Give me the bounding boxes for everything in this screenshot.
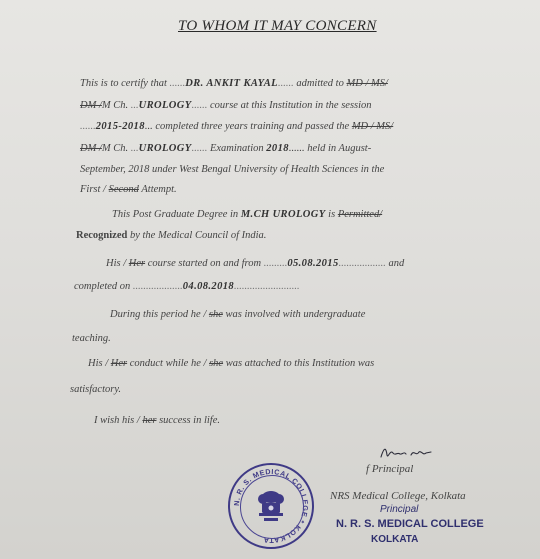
para1-line2: DM /M Ch. ...UROLOGY...... course at this Institution in the session <box>80 100 372 111</box>
national-emblem-icon <box>230 465 312 547</box>
specialty: UROLOGY <box>138 100 192 111</box>
exam-year: 2018 <box>266 143 289 154</box>
signoff-role: f Principal <box>366 463 414 475</box>
para5-line2: satisfactory. <box>70 384 122 395</box>
stamp-city: KOLKATA <box>371 534 419 545</box>
para2-line2: Recognized by the Medical Council of India. <box>76 230 267 241</box>
para1-line5: September, 2018 under West Bengal University of Health Sciences in the <box>80 164 385 175</box>
document-title: TO WHOM IT MAY CONCERN <box>178 18 377 34</box>
start-date: 05.08.2015 <box>287 258 339 269</box>
para4-line1: During this period he / she was involved with undergraduate <box>110 309 366 320</box>
para1-line1: This is to certify that ......DR. ANKIT KAYAL...... admitted to MD / MS/ <box>80 78 388 89</box>
end-date: 04.08.2018 <box>182 281 235 292</box>
para3-line1: His / Her course started on and from .........05.08.2015.................. and <box>106 258 405 269</box>
para2-line1: This Post Graduate Degree in M.CH UROLOGY is Permitted/ <box>112 209 383 220</box>
session: 2015-2018 <box>95 121 145 132</box>
principal-signature <box>378 443 438 463</box>
signoff-college: NRS Medical College, Kolkata <box>330 490 466 502</box>
para1-line3: ......2015-2018... completed three years training and passed the MD / MS/ <box>80 121 394 132</box>
degree-name: M.CH UROLOGY <box>240 209 326 220</box>
para1-line6: First / Second Attempt. <box>80 184 177 195</box>
stamp-college: N. R. S. MEDICAL COLLEGE <box>336 518 484 530</box>
specialty-exam: UROLOGY <box>138 143 192 154</box>
para5-line1: His / Her conduct while he / she was attached to this Institution was <box>88 358 375 369</box>
stamp-role: Principal <box>380 504 419 515</box>
para1-line4: DM /M Ch. ...UROLOGY...... Examination 2018...... held in August- <box>80 143 372 154</box>
para4-line2: teaching. <box>72 333 111 344</box>
para3-line2: completed on ...................04.08.2018......................... <box>74 281 300 292</box>
para6-line1: I wish his / her success in life. <box>94 415 221 426</box>
svg-text:N. R. S. MEDICAL COLLEGE * KOL: N. R. S. MEDICAL COLLEGE * KOLKATA <box>231 466 311 546</box>
candidate-name: DR. ANKIT KAYAL <box>185 78 278 89</box>
institution-seal <box>228 463 314 549</box>
